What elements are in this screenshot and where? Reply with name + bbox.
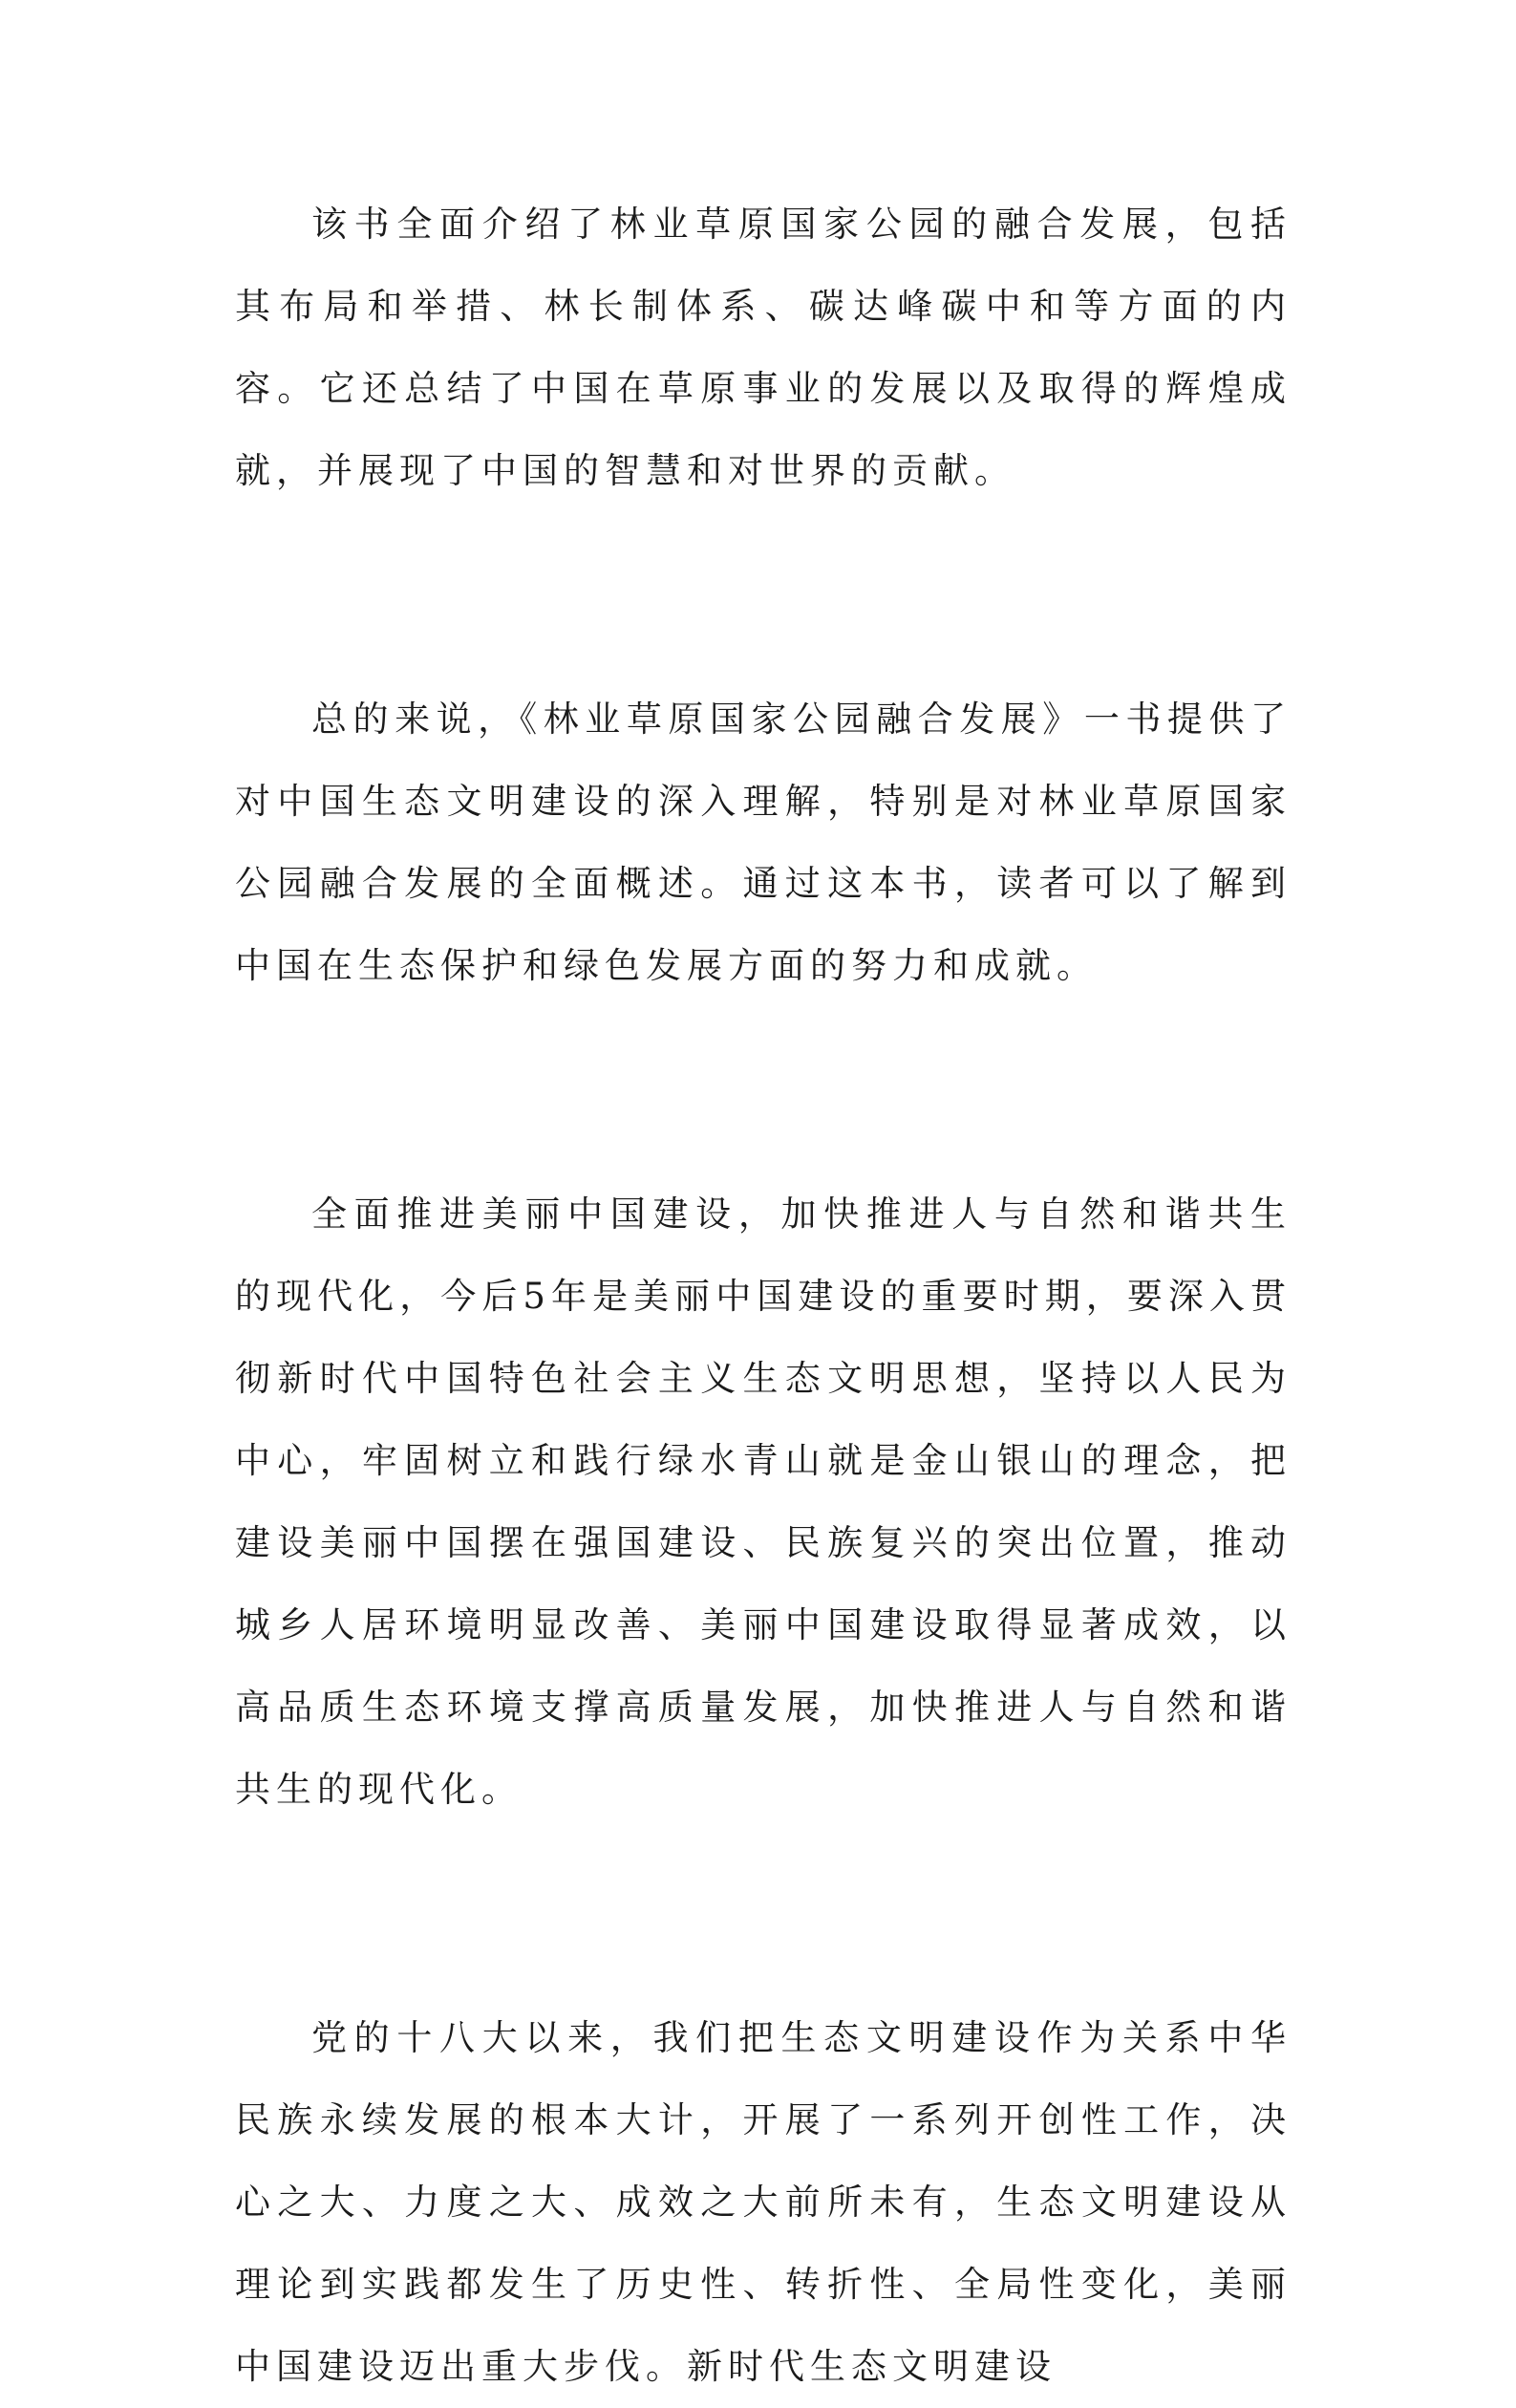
- document-body: [235, 183, 1292, 2408]
- paragraph-overall: 总的来说，《林业草原国家公园融合发展》一书提供了对中国生态文明建设的深入理解，特别是对林业草原国家公园融合发展的全面概述。通过这本书，读者可以了解到中国在生态保护和绿色发展方面的努力和成就。: [235, 699, 1292, 986]
- paragraph-book-summary: 该书全面介绍了林业草原国家公园的融合发展，包括其布局和举措、林长制体系、碳达峰碳中和等方面的内容。它还总结了中国在草原事业的发展以及取得的辉煌成就，并展现了中国的智慧和对世界的贡献。: [235, 204, 1292, 491]
- paragraph-since-18th-congress: 党的十八大以来，我们把生态文明建设作为关系中华民族永续发展的根本大计，开展了一系列开创性工作，决心之大、力度之大、成效之大前所未有，生态文明建设从理论到实践都发生了历史性、转折性、全局性变化，美丽中国建设迈出重大步伐。新时代生态文明建设: [235, 2017, 1292, 2387]
- paragraph-gap: [235, 1831, 1292, 1997]
- paragraph-gap: [235, 512, 1292, 678]
- paragraph-gap: [235, 1007, 1292, 1173]
- paragraph-beautiful-china: 全面推进美丽中国建设，加快推进人与自然和谐共生的现代化，今后5年是美丽中国建设的重要时期，要深入贯彻新时代中国特色社会主义生态文明思想，坚持以人民为中心，牢固树立和践行绿水青山就是金山银山的理念，把建设美丽中国摆在强国建设、民族复兴的突出位置，推动城乡人居环境明显改善、美丽中国建设取得显著成效，以高品质生态环境支撑高质量发展，加快推进人与自然和谐共生的现代化。: [235, 1193, 1292, 1810]
